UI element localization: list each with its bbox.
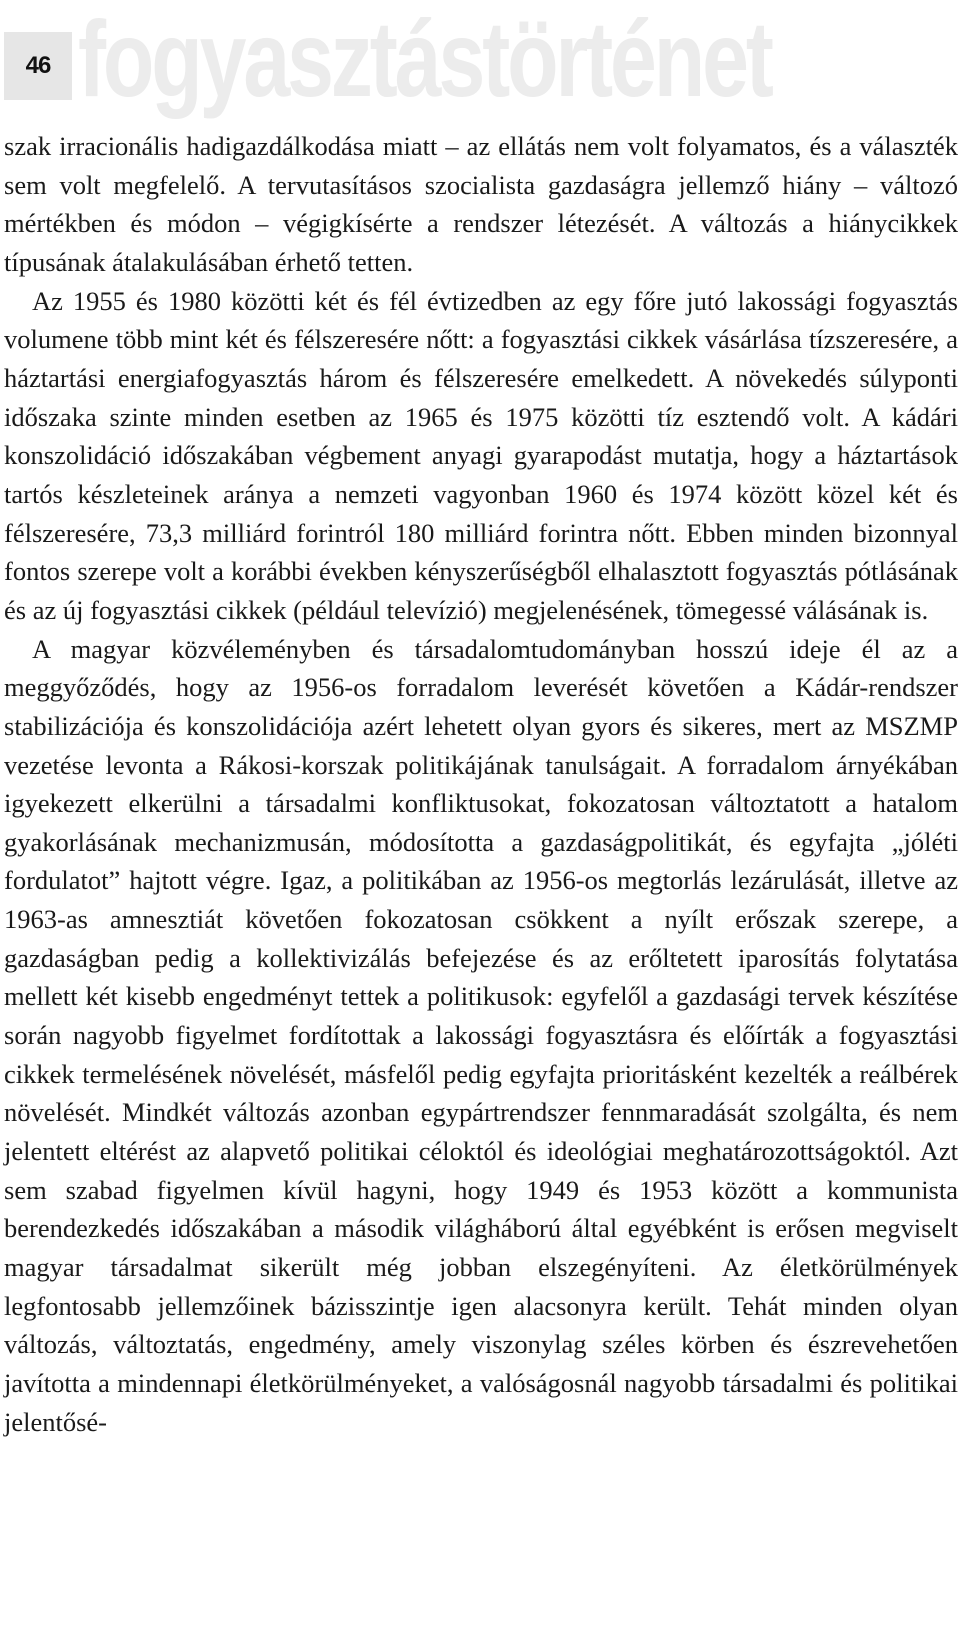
running-header-title: fogyasztástörténet [78,0,771,119]
page-number: 46 [4,32,72,100]
body-text [4,127,958,1441]
paragraph: A magyar közvéleményben és társadalomtudományban hosszú ideje él az a meggyőződés, hogy az 1956-os forradalom leverését követően a Kádár-rendszer stabilizációja és konszolidációja azért lehetett olyan gyors és sikeres, mert az MSZMP vezetése levonta a Rákosi-korszak politikájának tanulságait. A forradalom árnyékában igyekezett elkerülni a társadalmi konfliktusokat, fokozatosan változtatott a hatalom gyakorlásának mechanizmusán, módosította a gazdaságpolitikát, és egyfajta „jóléti fordulatot” hajtott végre. Igaz, a politikában az 1956-os megtorlás lezárulását, illetve az 1963-as amnesztiát követően fokozatosan csökkent a nyílt erőszak szerepe, a gazdaságban pedig a kollektivizálás befejezése és az erőltetett iparosítás folytatása mellett két kisebb engedményt tettek a politikusok: egyfelől a gazdasági tervek készítése során nagyobb figyelmet fordítottak a lakossági fogyasztásra és előírták a fogyasztási cikkek termelésének növelését, másfelől pedig egyfajta prioritásként kezelték a reálbérek növelését. Mindkét változás azonban egypártrendszer fennmaradását szolgálta, és nem jelentett eltérést az alapvető politikai céloktól és ideológiai meghatározottságoktól. Azt sem szabad figyelmen kívül hagyni, hogy 1949 és 1953 között a kommunista berendezkedés időszakában a második világháború által egyébként is erősen megviselt magyar társadalmat sikerült még jobban elszegényíteni. Az életkörülmények legfontosabb jellemzőinek bázisszintje igen alacsonyra került. Tehát minden olyan változás, változtatás, engedmény, amely viszonylag széles körben és észrevehetően javította a mindennapi életkörülményeket, a valóságosnál nagyobb társadalmi és politikai jelentősé- [4,633,958,1437]
paragraph: Az 1955 és 1980 közötti két és fél évtizedben az egy főre jutó lakossági fogyasztás volumene több mint két és félszeresére nőtt: a fogyasztási cikkek vásárlása tízszeresére, a háztartási energiafogyasztás három és félszeresére emelkedett. A növekedés súlyponti időszaka szinte minden esetben az 1965 és 1975 közötti tíz esztendő volt. A kádári konszolidáció időszakában végbement anyagi gyarapodást mutatja, hogy a háztartások tartós készleteinek aránya a nemzeti vagyonban 1960 és 1974 között közel két és félszeresére, 73,3 milliárd forintról 180 milliárd forintra nőtt. Ebben minden bizonnyal fontos szerepe volt a korábbi években kényszerűségből elhalasztott fogyasztás pótlásának és az új fogyasztási cikkek (például televízió) megjelenésének, tömegessé válásának is. [4,285,958,625]
paragraph-continuation: szak irracionális hadigazdálkodása miatt – az ellátás nem volt folyamatos, és a választék sem volt megfelelő. A tervutasításos szocialista gazdaságra jellemző hiány – változó mértékben és módon – végigkísérte a rendszer létezését. A változás a hiánycikkek típusának átalakulásában érhető tetten. [4,131,958,277]
